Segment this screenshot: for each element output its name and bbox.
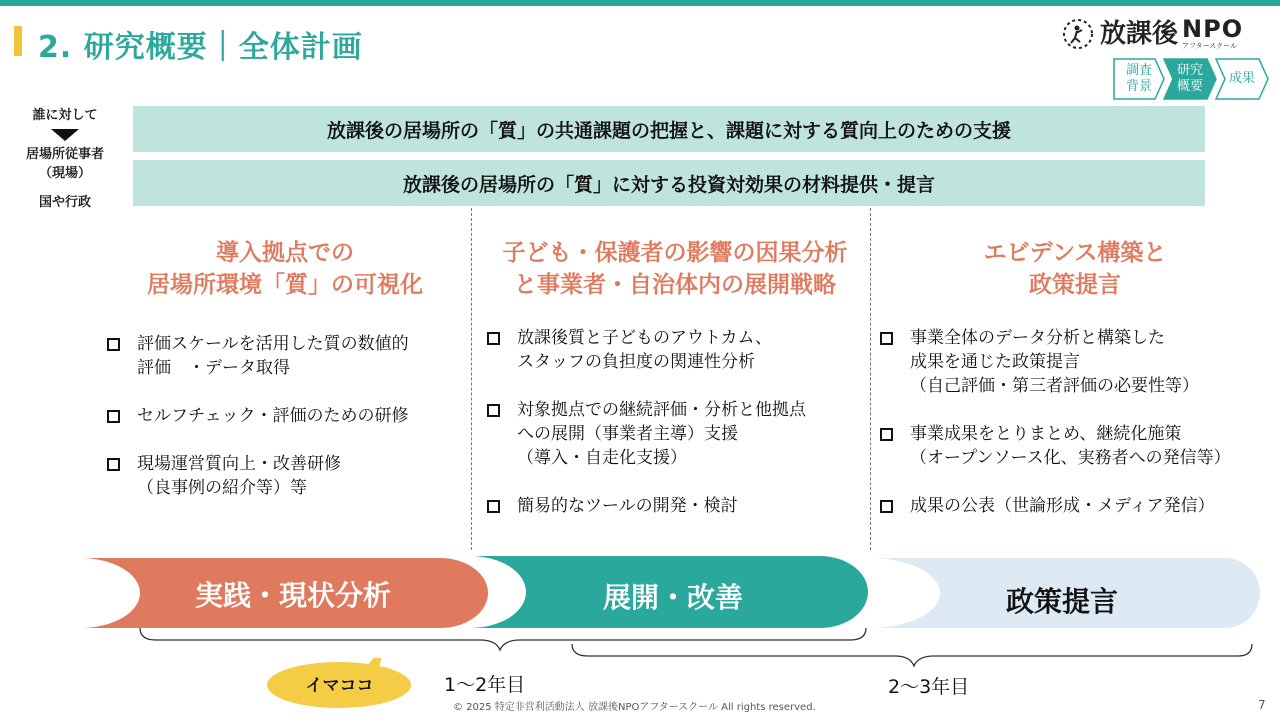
checkbox-square-icon — [487, 404, 500, 417]
clock-person-icon — [1060, 16, 1096, 52]
checkbox-square-icon — [107, 410, 120, 423]
checkbox-square-icon — [880, 500, 893, 513]
field-label: （現場） — [38, 166, 91, 181]
period-bracket-year1-2 — [140, 628, 866, 650]
column-heading-visualization: 導入拠点での 居場所環境「質」の可視化 — [147, 240, 423, 298]
list-item: 成果の公表（世論形成・メディア発信） — [880, 494, 1270, 518]
logo-npo — [1182, 16, 1243, 50]
current-position-callout — [267, 658, 412, 708]
nav-step-results[interactable] — [1215, 58, 1269, 100]
page-title: 2. 研究概要｜全体計画 — [38, 30, 363, 65]
goal-banner-support: 放課後の居場所の「質」の共通課題の把握と、課題に対する質向上のための支援 — [133, 106, 1205, 152]
title-accent-mark — [14, 26, 22, 56]
bullet-list-analysis — [487, 326, 867, 542]
checkbox-square-icon — [880, 428, 893, 441]
list-item: 現場運営質向上・改善研修 （良事例の紹介等）等 — [107, 452, 467, 500]
nav-step-label: 調査 背景 — [1125, 63, 1152, 94]
list-item: 簡易的なツールの開発・検討 — [487, 494, 867, 518]
list-item: 対象拠点での継続評価・分析と他拠点 への展開（事業者主導）支援 （導入・自走化支援） — [487, 398, 867, 470]
current-position-label: イマココ — [305, 675, 374, 696]
checkbox-square-icon — [880, 332, 893, 345]
phase-practice-label: 実践・現状分析 — [195, 579, 392, 612]
column-heading-policy: エビデンス構築と 政策提言 — [983, 240, 1167, 298]
period-label-year2-3: 2〜3年目 — [888, 676, 970, 698]
copyright-footer: © 2025 特定非営利活動法人 放課後NPOアフタースクール All rights reserved. — [453, 702, 816, 713]
staff-label: 居場所従事者 — [25, 147, 104, 162]
list-item: 評価スケールを活用した質の数値的 評価 ・データ取得 — [107, 332, 467, 380]
nav-step-label: 成果 — [1228, 71, 1255, 86]
logo-npo-text: NPO — [1182, 15, 1244, 43]
bullet-list-visualization — [107, 332, 467, 524]
target-audience-labels — [6, 106, 124, 212]
to-whom-label: 誰に対して — [32, 108, 98, 123]
phase-policy-label: 政策提言 — [1006, 585, 1119, 618]
checkbox-square-icon — [487, 332, 500, 345]
period-bracket-year2-3 — [572, 644, 1252, 666]
down-arrow-icon — [51, 129, 79, 141]
checkbox-square-icon — [107, 338, 120, 351]
list-item: セルフチェック・評価のための研修 — [107, 404, 467, 428]
period-label-year1-2: 1〜2年目 — [444, 674, 526, 696]
column-divider — [471, 208, 472, 550]
phase-deploy-label: 展開・改善 — [603, 581, 744, 614]
checkbox-square-icon — [487, 500, 500, 513]
nav-step-label: 研究 概要 — [1176, 63, 1203, 94]
nav-step-background[interactable] — [1113, 58, 1165, 100]
logo-wordmark: 放課後 — [1100, 19, 1179, 49]
column-heading-analysis: 子ども・保護者の影響の因果分析 と事業者・自治体内の展開戦略 — [502, 240, 848, 298]
list-item: 事業成果をとりまとめ、継続化施策 （オープンソース化、実務者への発信等） — [880, 422, 1270, 470]
organization-logo — [1060, 16, 1243, 52]
bullet-list-policy — [880, 326, 1270, 542]
goal-banner-policy: 放課後の居場所の「質」に対する投資対効果の材料提供・提言 — [133, 160, 1205, 206]
checkbox-square-icon — [107, 458, 120, 471]
government-label: 国や行政 — [38, 195, 91, 210]
nav-step-overview[interactable] — [1163, 58, 1217, 100]
list-item: 放課後質と子どものアウトカム、 スタッフの負担度の関連性分析 — [487, 326, 867, 374]
logo-subtext: アフタースクール — [1182, 42, 1238, 50]
page-number: 7 — [1258, 698, 1266, 712]
top-accent-bar — [0, 0, 1280, 6]
list-item: 事業全体のデータ分析と構築した 成果を通じた政策提言 （自己評価・第三者評価の必要性等） — [880, 326, 1270, 398]
